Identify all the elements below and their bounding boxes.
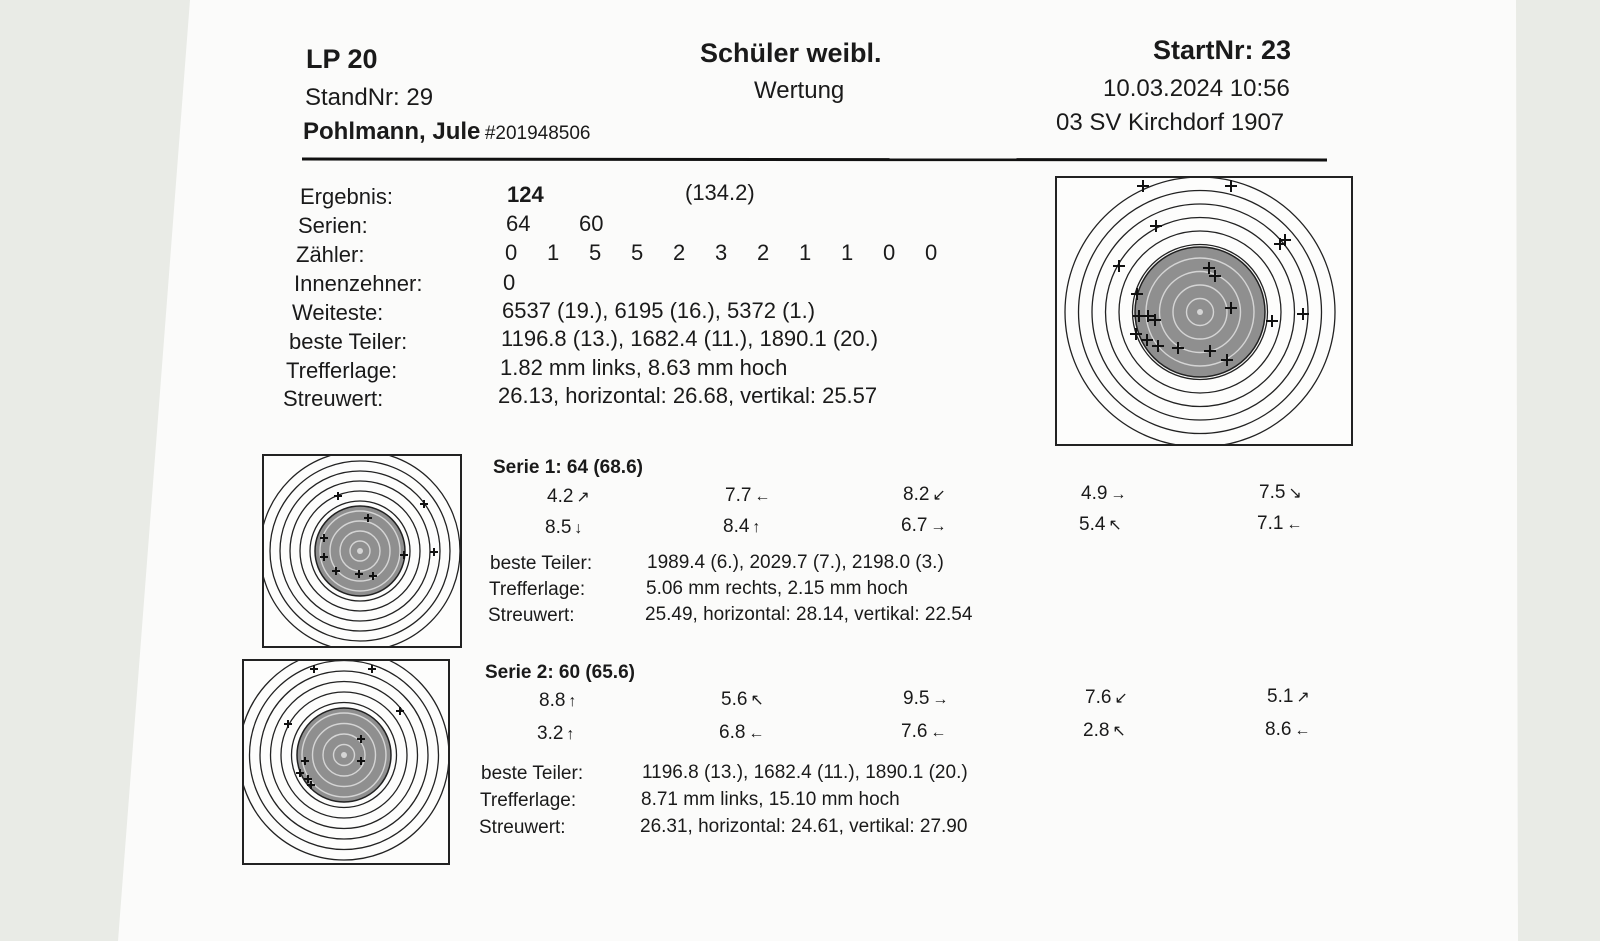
shot-direction-arrow-icon: ↙ [932, 487, 946, 504]
series-1-label-beste-teiler: beste Teiler: [490, 553, 593, 574]
ring-count: 1 [841, 240, 854, 265]
series-2-label-beste-teiler: beste Teiler: [481, 763, 584, 784]
shot-entry [1257, 513, 1302, 535]
shot-entry [903, 688, 948, 710]
label-innenzehner: Innenzehner: [294, 271, 423, 296]
ring-count: 5 [631, 240, 644, 265]
widest-shots: 6537 (19.), 6195 (16.), 5372 (1.) [502, 298, 816, 323]
start-number: StartNr: 23 [1153, 35, 1292, 65]
shot-value: 7.6 [1085, 687, 1112, 708]
shot-value: 8.8 [539, 690, 566, 711]
shot-direction-arrow-icon: ↖ [1108, 517, 1122, 534]
shot-value: 5.6 [721, 689, 748, 710]
spread-value: 26.13, horizontal: 26.68, vertikal: 25.57 [498, 383, 878, 408]
ring-count: 0 [883, 240, 896, 265]
shot-entry [725, 485, 770, 507]
shot-direction-arrow-icon: ← [1286, 516, 1303, 533]
shot-direction-arrow-icon: ↖ [1112, 723, 1126, 740]
shot-direction-arrow-icon: ← [754, 488, 771, 505]
series-1-best-divisors: 1989.4 (6.), 2029.7 (7.), 2198.0 (3.) [647, 552, 944, 573]
series-1-spread-value: 25.49, horizontal: 28.14, vertikal: 22.54 [645, 604, 973, 625]
total-score: 124 [507, 182, 544, 207]
series-1-label-trefferlage: Trefferlage: [489, 579, 586, 600]
label-ergebnis: Ergebnis: [300, 184, 393, 209]
label-serien: Serien: [298, 213, 368, 238]
shooter [303, 118, 591, 146]
shot-value: 3.2 [537, 723, 564, 744]
shot-value: 8.4 [723, 516, 750, 537]
shot-value: 6.7 [901, 515, 928, 536]
shot-direction-arrow-icon: ↘ [1288, 485, 1302, 502]
shot-direction-arrow-icon: ← [748, 725, 765, 742]
shot-entry [903, 484, 946, 506]
club-name: 03 SV Kirchdorf 1907 [1056, 109, 1285, 136]
series-score-2: 60 [579, 211, 604, 236]
series-2-target-diagram [242, 659, 450, 865]
shot-direction-arrow-icon: ↙ [1114, 690, 1128, 707]
stand-number: StandNr: 29 [305, 84, 434, 111]
competition-class: Schüler weibl. [700, 38, 882, 68]
series-2-hit-position: 8.71 mm links, 15.10 mm hoch [641, 789, 900, 810]
shooter-id: #201948506 [484, 123, 591, 144]
hit-position: 1.82 mm links, 8.63 mm hoch [500, 355, 788, 380]
shot-value: 5.4 [1079, 514, 1106, 535]
shot-entry [545, 517, 582, 539]
center-dot [341, 752, 347, 758]
shot-direction-arrow-icon: ↗ [1296, 689, 1310, 706]
series-1-target-diagram [262, 454, 462, 648]
shooter-name: Pohlmann, Jule [303, 118, 481, 145]
shot-entry [901, 515, 946, 537]
ring-count: 5 [589, 240, 602, 265]
discipline: LP 20 [306, 44, 378, 74]
shot-direction-arrow-icon: ↖ [750, 692, 764, 709]
shot-direction-arrow-icon: → [930, 518, 947, 535]
shot-value: 4.9 [1081, 483, 1108, 504]
shot-entry [1265, 719, 1310, 741]
series-1-label-streuwert: Streuwert: [488, 605, 575, 626]
center-dot [357, 548, 363, 554]
shot-value: 9.5 [903, 688, 930, 709]
series-2-label-trefferlage: Trefferlage: [480, 790, 577, 811]
series-2-title: Serie 2: 60 (65.6) [485, 662, 635, 683]
shot-value: 2.8 [1083, 720, 1110, 741]
shot-direction-arrow-icon: ← [1294, 722, 1311, 739]
shot-value: 7.1 [1257, 513, 1284, 534]
shot-value: 8.2 [903, 484, 930, 505]
shot-direction-arrow-icon: ↑ [752, 519, 761, 536]
shot-entry [723, 516, 760, 538]
shot-entry [539, 690, 576, 712]
ring-count: 1 [547, 240, 560, 265]
evaluation-mode: Wertung [754, 77, 845, 104]
overall-target-diagram [1055, 176, 1353, 446]
shot-entry [1083, 720, 1126, 742]
shot-entry [901, 721, 946, 743]
label-weiteste: Weiteste: [292, 300, 384, 325]
shot-value: 8.5 [545, 517, 572, 538]
total-score-decimal: (134.2) [685, 180, 755, 205]
shot-value: 4.2 [547, 486, 574, 507]
series-2-best-divisors: 1196.8 (13.), 1682.4 (11.), 1890.1 (20.) [642, 762, 968, 783]
label-zaehler: Zähler: [296, 242, 365, 267]
shot-entry [1267, 686, 1310, 708]
center-dot [1197, 309, 1203, 315]
ring-count: 0 [505, 240, 518, 265]
ring-counts [505, 240, 967, 266]
shot-value: 8.6 [1265, 719, 1292, 740]
best-divisors: 1196.8 (13.), 1682.4 (11.), 1890.1 (20.) [501, 326, 879, 351]
ring-count: 0 [925, 240, 938, 265]
shot-direction-arrow-icon: ← [930, 724, 947, 741]
shot-direction-arrow-icon: ↓ [574, 520, 583, 537]
shot-direction-arrow-icon: → [1110, 486, 1127, 503]
series-1-title: Serie 1: 64 (68.6) [493, 457, 643, 478]
shot-direction-arrow-icon: → [932, 691, 949, 708]
label-streuwert: Streuwert: [283, 386, 384, 411]
series-score-1: 64 [506, 211, 531, 236]
ring-count: 2 [673, 240, 686, 265]
shot-value: 6.8 [719, 722, 746, 743]
shot-direction-arrow-icon: ↑ [568, 693, 577, 710]
shot-entry [1085, 687, 1128, 709]
shot-entry [719, 722, 764, 744]
shot-value: 5.1 [1267, 686, 1294, 707]
series-1-hit-position: 5.06 mm rechts, 2.15 mm hoch [646, 578, 908, 599]
shot-value: 7.5 [1259, 482, 1286, 503]
shot-value: 7.6 [901, 721, 928, 742]
shot-entry [721, 689, 764, 711]
shot-entry [547, 486, 590, 508]
shot-entry [1079, 514, 1122, 536]
series-2-label-streuwert: Streuwert: [479, 817, 566, 838]
inner-tens: 0 [503, 270, 516, 295]
ring-count: 2 [757, 240, 770, 265]
shot-direction-arrow-icon: ↗ [576, 489, 590, 506]
label-trefferlage: Trefferlage: [286, 358, 398, 383]
shot-entry [1081, 483, 1126, 505]
shot-direction-arrow-icon: ↑ [566, 726, 575, 743]
date-time: 10.03.2024 10:56 [1103, 75, 1290, 102]
shot-entry [1259, 482, 1302, 504]
label-beste-teiler: beste Teiler: [289, 329, 408, 354]
series-2-spread-value: 26.31, horizontal: 24.61, vertikal: 27.90 [640, 816, 968, 837]
shot-entry [537, 723, 574, 745]
ring-count: 3 [715, 240, 728, 265]
ring-count: 1 [799, 240, 812, 265]
shot-value: 7.7 [725, 485, 752, 506]
